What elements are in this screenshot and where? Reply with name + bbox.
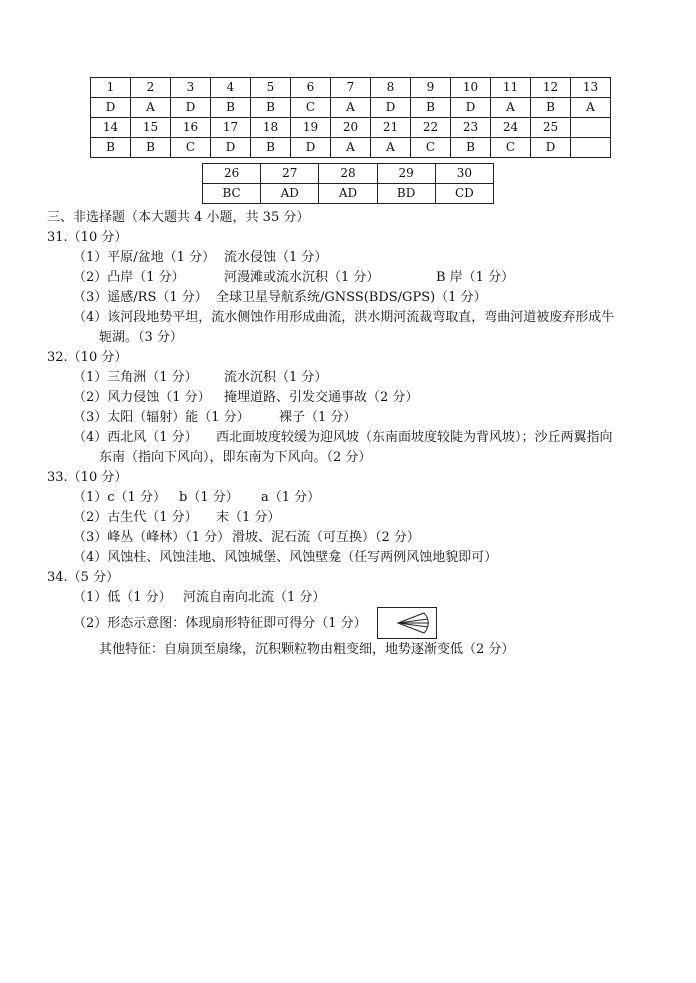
answer-cell: A <box>131 98 171 118</box>
answer-cell: C <box>491 138 531 158</box>
question-number-cell: 16 <box>171 118 211 138</box>
table-row-numbers-2 <box>91 118 611 138</box>
question-number-cell: 13 <box>571 78 611 98</box>
part-label: （2） <box>73 390 108 405</box>
q31-part1 <box>73 248 328 268</box>
q31-p4-answer-line2: 轭湖。（3 分） <box>99 330 183 345</box>
q32-header: 32.（10 分） <box>47 350 128 365</box>
q31-p2-answer1: 凸岸（1 分） <box>107 270 185 285</box>
question-number-cell: 15 <box>131 118 171 138</box>
answer-cell: B <box>91 138 131 158</box>
answer-table-multi-choice <box>202 163 494 204</box>
answer-cell: D <box>451 98 491 118</box>
answer-cell <box>571 138 611 158</box>
q33-p4-answer1: 风蚀柱、风蚀洼地、风蚀城堡、风蚀壁龛（任写两例风蚀地貌即可） <box>107 550 498 565</box>
question-number-cell: 1 <box>91 78 131 98</box>
answer-cell: B <box>451 138 491 158</box>
question-number-cell: 6 <box>291 78 331 98</box>
q34-part1 <box>73 588 326 608</box>
answer-cell: C <box>171 138 211 158</box>
part-label: （1） <box>73 250 108 265</box>
q33-p1-answer2: b（1 分） <box>179 490 239 505</box>
q32-p2-answer1: 风力侵蚀（1 分） <box>107 390 211 405</box>
answer-cell: D <box>211 138 251 158</box>
answer-cell: B <box>211 98 251 118</box>
answer-cell: D <box>371 98 411 118</box>
question-number-cell: 25 <box>531 118 571 138</box>
question-number-cell: 23 <box>451 118 491 138</box>
section-title: 三、非选择题（本大题共 4 小题，共 35 分） <box>47 210 310 225</box>
q34-p3-answer1: 其他特征：自扇顶至扇缘，沉积颗粒物由粗变细，地势逐渐变低（2 分） <box>99 642 515 657</box>
q32-part1 <box>73 368 328 388</box>
q34-part2 <box>73 614 367 634</box>
answer-cell: B <box>251 98 291 118</box>
answer-cell: CD <box>435 184 493 204</box>
question-number-cell: 21 <box>371 118 411 138</box>
q32-p4-answer2: 西北面坡度较缓为迎风坡（东南面坡度较陡为背风坡）；沙丘两翼指向 <box>216 430 613 445</box>
question-number-cell: 5 <box>251 78 291 98</box>
answer-cell: A <box>371 138 411 158</box>
q33-p2-answer2: 末（1 分） <box>216 510 281 525</box>
part-label: （3） <box>73 410 108 425</box>
answer-cell: A <box>491 98 531 118</box>
q31-p1-answer2: 流水侵蚀（1 分） <box>224 250 328 265</box>
q32-part4 <box>73 428 613 448</box>
table-row-numbers-1 <box>91 78 611 98</box>
answer-cell: AD <box>319 184 377 204</box>
question-number-cell: 28 <box>319 164 377 184</box>
answer-cell: AD <box>261 184 319 204</box>
q32-p2-answer2: 掩埋道路、引发交通事故（2 分） <box>224 390 419 405</box>
answer-cell: BC <box>203 184 261 204</box>
q33-p1-answer1: c（1 分） <box>107 490 166 505</box>
part-label: （1） <box>73 370 108 385</box>
q32-p4-answer1: 西北风（1 分） <box>107 430 198 445</box>
answer-cell: B <box>131 138 171 158</box>
question-number-cell: 14 <box>91 118 131 138</box>
question-number-cell: 24 <box>491 118 531 138</box>
q33-p3-answer1: 峰丛（峰林）（1 分） <box>107 530 231 545</box>
q32-p1-answer2: 流水沉积（1 分） <box>224 370 328 385</box>
answer-cell: D <box>171 98 211 118</box>
q34-header: 34.（5 分） <box>47 570 120 585</box>
q32-p3-answer2: 裸子（1 分） <box>279 410 357 425</box>
q34-p2-answer1: 形态示意图：体现扇形特征即可得分（1 分） <box>107 616 367 631</box>
q32-p4-answer-line2: 东南（指向下风向），即东南为下风向。（2 分） <box>99 450 372 465</box>
q32-p1-answer1: 三角洲（1 分） <box>107 370 198 385</box>
part-label: （4） <box>73 550 108 565</box>
question-number-cell: 30 <box>435 164 493 184</box>
q31-p3-answer1: 遥感/RS（1 分） <box>107 290 208 305</box>
part-label: （3） <box>73 530 108 545</box>
q33-part1 <box>73 488 321 508</box>
question-number-cell: 12 <box>531 78 571 98</box>
answer-cell: B <box>531 98 571 118</box>
q33-part3 <box>73 528 420 548</box>
table-row-numbers-3 <box>203 164 494 184</box>
part-label: （2） <box>73 616 108 631</box>
answer-cell: A <box>571 98 611 118</box>
answer-cell: C <box>411 138 451 158</box>
question-number-cell: 8 <box>371 78 411 98</box>
q31-part3 <box>73 288 487 308</box>
answer-cell: A <box>331 138 371 158</box>
table-row-answers-1 <box>91 98 611 118</box>
q32-part3 <box>73 408 357 428</box>
question-number-cell: 10 <box>451 78 491 98</box>
question-number-cell: 17 <box>211 118 251 138</box>
question-number-cell: 2 <box>131 78 171 98</box>
answer-cell: BD <box>377 184 435 204</box>
q34-p1-answer1: 低（1 分） <box>107 590 172 605</box>
q33-part4 <box>73 548 497 568</box>
question-number-cell: 4 <box>211 78 251 98</box>
question-number-cell: 27 <box>261 164 319 184</box>
q32-part2 <box>73 388 419 408</box>
q33-p2-answer1: 古生代（1 分） <box>107 510 198 525</box>
question-number-cell: 18 <box>251 118 291 138</box>
answer-cell: D <box>291 138 331 158</box>
q31-p2-answer3: B 岸（1 分） <box>436 270 515 285</box>
question-number-cell: 19 <box>291 118 331 138</box>
q33-p1-answer3: a（1 分） <box>261 490 321 505</box>
alluvial-fan-sketch-icon <box>378 608 436 638</box>
q33-part2 <box>73 508 281 528</box>
answer-cell: C <box>291 98 331 118</box>
table-row-answers-3 <box>203 184 494 204</box>
question-number-cell: 3 <box>171 78 211 98</box>
part-label: （3） <box>73 290 108 305</box>
q34-p1-answer2: 河流自南向北流（1 分） <box>183 590 326 605</box>
question-number-cell: 7 <box>331 78 371 98</box>
q33-header: 33.（10 分） <box>47 470 128 485</box>
question-number-cell <box>571 118 611 138</box>
answer-cell: D <box>91 98 131 118</box>
part-label: （2） <box>73 510 108 525</box>
question-number-cell: 20 <box>331 118 371 138</box>
q32-p3-answer1: 太阳（辐射）能（1 分） <box>107 410 250 425</box>
q31-p1-answer1: 平原/盆地（1 分） <box>107 250 216 265</box>
question-number-cell: 29 <box>377 164 435 184</box>
part-label: （1） <box>73 490 108 505</box>
q31-part4 <box>73 308 614 328</box>
answer-table-single-choice <box>90 77 611 158</box>
question-number-cell: 22 <box>411 118 451 138</box>
table-row-answers-2 <box>91 138 611 158</box>
question-number-cell: 11 <box>491 78 531 98</box>
q31-p2-answer2: 河漫滩或流水沉积（1 分） <box>224 270 380 285</box>
answer-cell: B <box>411 98 451 118</box>
question-number-cell: 9 <box>411 78 451 98</box>
q31-header: 31.（10 分） <box>47 230 128 245</box>
part-label: （4） <box>73 310 108 325</box>
answer-cell: D <box>531 138 571 158</box>
part-label: （4） <box>73 430 108 445</box>
alluvial-fan-sketch-box <box>377 607 437 639</box>
answer-cell: B <box>251 138 291 158</box>
q31-p4-answer-line1: 该河段地势平坦，流水侧蚀作用形成曲流，洪水期河流裁弯取直，弯曲河道被废弃形成牛 <box>107 310 615 325</box>
q31-p3-answer2: 全球卫星导航系统/GNSS(BDS/GPS)（1 分） <box>216 290 487 305</box>
question-number-cell: 26 <box>203 164 261 184</box>
part-label: （1） <box>73 590 108 605</box>
part-label: （2） <box>73 270 108 285</box>
answer-cell: A <box>331 98 371 118</box>
q33-p3-answer2: 滑坡、泥石流（可互换）（2 分） <box>232 530 420 545</box>
q31-part2 <box>73 268 515 288</box>
